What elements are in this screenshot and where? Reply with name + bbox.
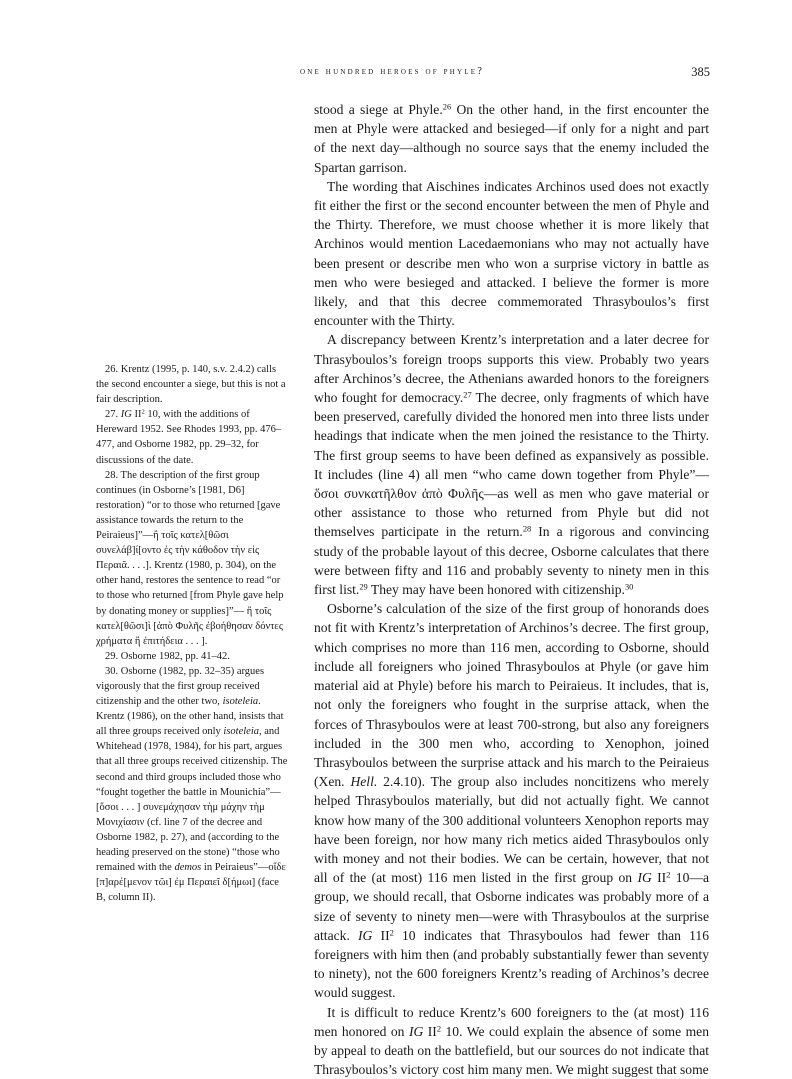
text-run: The decree, only fragments of which have been preserved, carefully divided the honored men into three lists under headings that indicate when the men joined the resistance to the Thirty. The first group seems to have been defined as expansively as possible. It includes (line 4) all men “who came down together from Phyle”—ὅσοι συνκατῆλθον ἀπὸ Φυλῆς—as well as men who gave material or other assistance to those who returned from Phyle but did not themselves participate in the return. — [314, 390, 710, 540]
text-run: 10. We could explain the absence of some men by appeal to death on the battlefield, but our sources do not indicate that Thrasyboulos’s victory cost him many men. We might suggest that some — [314, 1023, 709, 1078]
italic-text: IG — [358, 927, 373, 943]
text-run: II — [423, 1023, 437, 1039]
text-run: 26. Krentz (1995, p. 140, s.v. 2.4.2) calls the second encounter a siege, but this is not a fair description. — [96, 364, 286, 406]
text-run: , and Whitehead (1978, 1984), for his part, argues that all three groups received citizenship. The second and third groups included those who “fought together the battle in Mounichia”—[ὅσοι . . . ] συνεμάχησαν τὴμ μάχην τὴμ Μονιχίασιν (cf. line 7 of the decree and Osborne 1982, p. 27), and (according to the heading preserved on the stone) “those who remained with the — [96, 726, 288, 874]
text-run: 2.4.10). The group also includes noncitizens who merely helped Thrasyboulos materially, but did not actually fight. We cannot know how many of the 300 additional volunteers Xenophon reports may have been foreign, nor how many rich metics aided Thrasyboulos only with money and not their bodies. We can be certain, however, that not all of the (at most) 116 men listed in the first group on — [314, 774, 709, 886]
text-run: II — [131, 409, 142, 421]
text-run: In a rigorous and convincing study of the probable layout of this decree, Osborne calculates that there were between fifty and 116 and probably seventy to ninety men in this first list. — [314, 524, 709, 598]
note-marker: 28 — [522, 523, 532, 534]
footnote-29 — [96, 649, 288, 664]
italic-text: isoteleia — [223, 726, 259, 738]
body-paragraph — [314, 599, 709, 1002]
text-run: 28. The description of the first group continues (in Osborne’s [1981, D6] restoration) “or to those who returned [gave assistance towards the return to the Peiraieus]”—ἢ τοῖς κατελ[θῶσι συνελάβ]ί[οντο ἐς τὴν κάθοδον τὴν εἰς Περαιᾶ. . . .]. Krentz (1980, p. 304), on the other hand, restores the sentence to read “or to those who returned [from Phyle gave help by donating money or supplies]”— ἢ τοῖς κατελ[θῶσι]ὶ [ἀπὸ Φυλῆς ἐβοήθησαν δόντες χρήματα ἢ ἐπιτήδεια . . . ]. — [96, 469, 284, 647]
text-run: 10—a group, we should recall, that Osborne indicates was probably more of a size of seventy to ninety men—were with Thrasyboulos at the surprise attack. — [314, 870, 709, 943]
text-run: 27. — [105, 409, 121, 421]
text-run: 30. Osborne (1982, pp. 32–35) argues vigorously that the first group received citizenship and the other two, — [96, 665, 265, 708]
main-text-column — [314, 100, 709, 1079]
text-run: II — [372, 927, 390, 943]
text-run: On the other hand, in the first encounter the men at Phyle were attacked and besieged—if only for a night and part of the next day—although no source says that the enemy included the Spartan garrison. — [314, 102, 709, 175]
italic-text: demos — [174, 862, 202, 874]
running-title: one hundred heroes of phyle? — [300, 66, 485, 77]
footnote-27 — [96, 407, 288, 467]
italic-text: IG — [408, 1023, 424, 1039]
text-run: in Peiraieus”—οἵδε [π]αρέ[μενον τῶι] ἐμ Περαιεῖ δ[ήμωι] (face B, column II). — [96, 862, 286, 904]
text-run: stood a siege at Phyle. — [314, 102, 443, 117]
footnote-30 — [96, 664, 288, 906]
text-run: It is difficult to reduce Krentz’s 600 foreigners to the (at most) 116 men honored on — [314, 1004, 709, 1039]
note-marker: 2 — [141, 408, 145, 416]
text-run: 10, with the additions of Hereward 1952. See Rhodes 1993, pp. 476–477, and Osborne 1982, pp. 29–32, for discussions of the date. — [96, 409, 282, 466]
text-run: Osborne’s calculation of the size of the first group of honorands does not fit with Krentz’s interpretation of Archinos’s decree. The first group, which comprises no more than 116 men, according to Osborne, should include all foreigners who joined Thrasyboulos at Phyle (or gave him material aid at Phyle) before his march to Peiraieus. It includes, that is, not only the foreigners who fought in the surprise attack, when the forces of Thrasyboulos were at least 700-strong, but also any foreigners included in the 300 men who, according to Xenophon, joined Thrasyboulos between the surprise attack and his march to the Peiraieus (Xen. — [314, 601, 709, 790]
note-marker: 2 — [389, 927, 394, 938]
body-paragraph — [314, 100, 709, 177]
italic-text: IG — [120, 409, 132, 421]
text-run: 10 indicates that Thrasyboulos had fewer than 116 foreigners with him then (and probably substantially fewer than seventy to ninety), not the 600 foreigners Krentz’s reading of Archinos’s decree would suggest. — [314, 927, 710, 1001]
note-marker: 2 — [666, 869, 671, 880]
body-paragraph — [314, 177, 709, 331]
note-marker: 29 — [359, 581, 368, 592]
italic-text: Hell. — [350, 774, 378, 790]
text-run: II — [651, 870, 667, 886]
footnote-26 — [96, 362, 288, 407]
text-run: The wording that Aischines indicates Archinos used does not exactly fit either the first or the second encounter between the men of Phyle and the Thirty. Therefore, we must choose whether it is more likely that Archinos would mention Lacedaemonians who may not actually have been present or describe men who won a surprise victory in battle as men who were besieged and attacked. I believe the former is more likely, and that this decree commemorated Thrasyboulos’s first encounter with the Thirty. — [314, 178, 709, 329]
text-run: . Krentz (1986), on the other hand, insists that all three groups received only — [96, 696, 284, 738]
note-marker: 27 — [463, 389, 472, 400]
body-paragraph — [314, 1003, 709, 1079]
footnote-28 — [96, 468, 288, 649]
text-run: 29. Osborne 1982, pp. 41–42. — [105, 650, 230, 662]
note-marker: 2 — [436, 1023, 442, 1034]
italic-text: isoteleia — [222, 696, 259, 708]
note-marker: 30 — [624, 581, 634, 592]
note-marker: 26 — [442, 101, 452, 112]
body-paragraph — [314, 330, 709, 599]
page-number: 385 — [691, 65, 710, 79]
running-head — [300, 66, 710, 82]
text-run: A discrepancy between Krentz’s interpretation and a later decree for Thrasyboulos’s foreign troops supports this view. Probably two years after Archinos’s decree, the Athenians awarded honors to the foreigners who fought for democracy. — [314, 332, 709, 406]
footnotes-column — [96, 362, 288, 905]
italic-text: IG — [637, 870, 652, 886]
text-run: They may have been honored with citizenship. — [367, 582, 625, 598]
